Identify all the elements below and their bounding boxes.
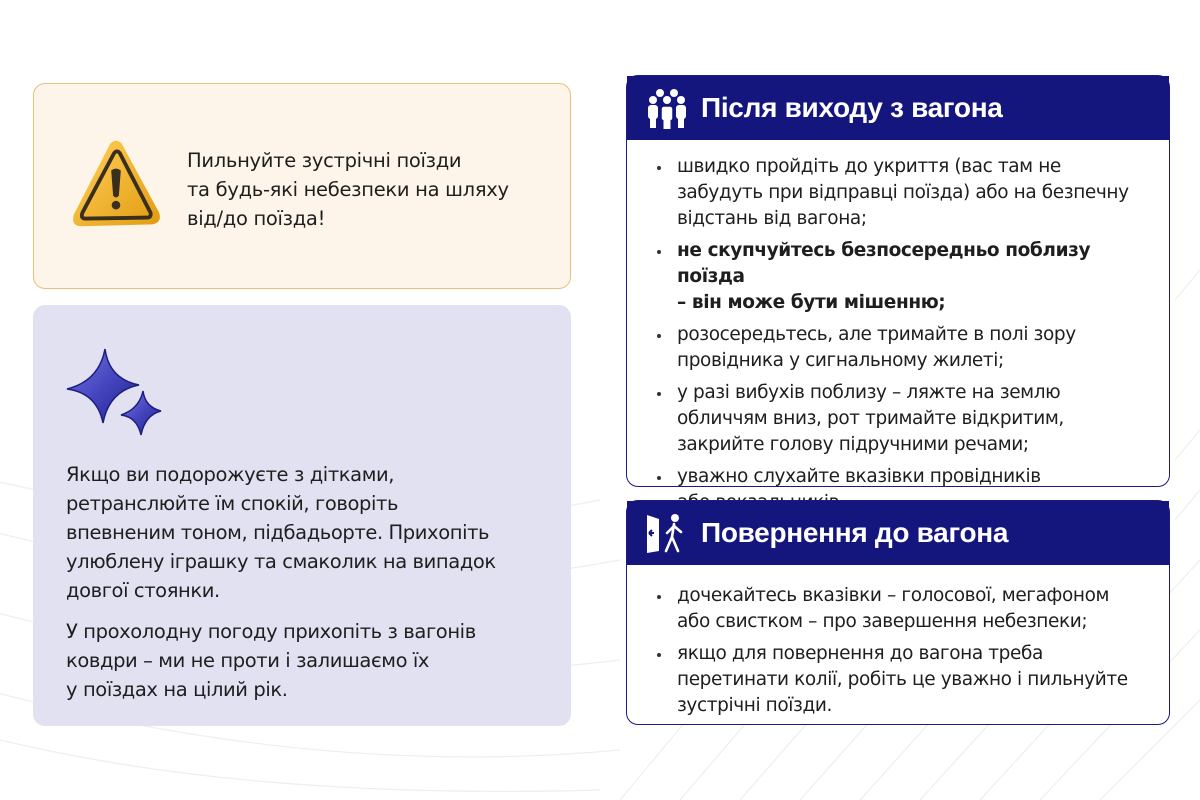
kids-paragraph-2 — [66, 617, 556, 704]
text-line: обличчям вниз, рот тримайте відкритим, — [677, 408, 1064, 429]
text-line: не скупчуйтесь безпосередньо поблизу поїзда — [677, 240, 1091, 287]
text-line: забудуть при відправці поїзда) або на безпечну — [677, 182, 1129, 203]
list-item — [655, 154, 1151, 232]
sparkle-stars-icon — [63, 345, 173, 445]
text-line: у поїздах на цілий рік. — [66, 678, 288, 701]
list-item — [655, 322, 1151, 374]
return-header — [627, 501, 1169, 565]
kids-tips-text — [66, 460, 556, 704]
text-line: улюблену іграшку та смаколик на випадок — [66, 550, 496, 573]
warning-line: та будь-які небезпеки на шляху — [187, 178, 509, 201]
return-to-car-card — [626, 500, 1170, 725]
kids-paragraph-1 — [66, 460, 556, 605]
text-line: – він може бути мішенню; — [677, 292, 946, 313]
list-item — [655, 641, 1151, 719]
warning-card — [33, 83, 571, 289]
text-line: швидко пройдіть до укриття (вас там не — [677, 156, 1061, 177]
list-item-emphasis — [655, 238, 1151, 316]
text-line: довгої стоянки. — [66, 579, 220, 602]
text-line: якщо для повернення до вагона треба — [677, 643, 1043, 664]
return-title: Повернення до вагона — [701, 517, 1009, 548]
text-line: ковдри – ми не проти і залишаємо їх — [66, 649, 430, 672]
text-line: перетинати колії, робіть це уважно і пильнуйте — [677, 669, 1128, 690]
warning-line: Пильнуйте зустрічні поїзди — [187, 149, 462, 172]
after-exit-header — [627, 76, 1169, 140]
text-line: провідника у сигнальному жилеті; — [677, 350, 1004, 371]
text-line: впевненим тоном, підбадьорте. Прихопіть — [66, 521, 490, 544]
text-line: зустрічні поїзди. — [677, 695, 832, 716]
text-line: розосередьтесь, але тримайте в полі зору — [677, 324, 1076, 345]
return-list — [627, 565, 1169, 719]
text-line: Якщо ви подорожуєте з дітками, — [66, 463, 395, 486]
text-line: закрийте голову підручними речами; — [677, 434, 1029, 455]
warning-message — [187, 146, 557, 233]
list-item — [655, 583, 1151, 635]
warning-line: від/до поїзда! — [187, 207, 326, 230]
text-line: дочекайтесь вказівки – голосової, мегафоном — [677, 585, 1110, 606]
after-exit-list — [627, 140, 1169, 516]
text-line: або свистком – про завершення небезпеки; — [677, 611, 1088, 632]
warning-triangle-icon — [68, 136, 164, 232]
group-of-people-icon — [645, 86, 689, 130]
text-line: ретранслюйте їм спокій, говоріть — [66, 492, 399, 515]
after-exit-title: Після виходу з вагона — [701, 92, 1003, 123]
kids-tips-card — [33, 305, 571, 726]
text-line: відстань від вагона; — [677, 208, 867, 229]
text-line: уважно слухайте вказівки провідників — [677, 466, 1041, 487]
list-item — [655, 380, 1151, 458]
text-line: У прохолодну погоду прихопіть з вагонів — [66, 620, 476, 643]
after-exit-card — [626, 75, 1170, 487]
door-entry-person-icon — [645, 511, 689, 555]
text-line: у разі вибухів поблизу – ляжте на землю — [677, 382, 1061, 403]
